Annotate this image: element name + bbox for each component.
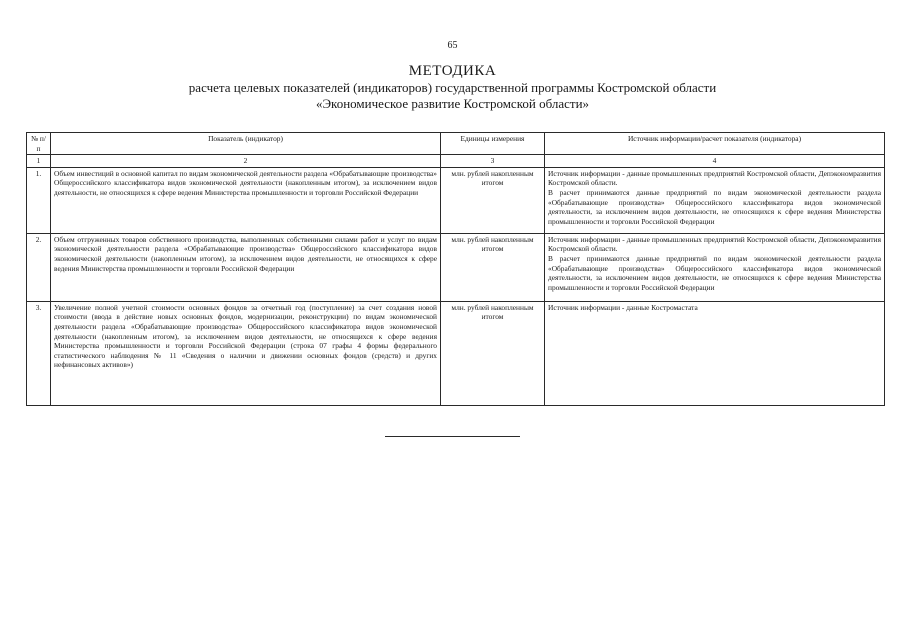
page-number: 65 — [447, 40, 458, 51]
header-row — [27, 133, 885, 155]
table-row — [27, 233, 885, 301]
column-index: 2 — [51, 155, 441, 168]
table-row — [27, 301, 885, 405]
row-source — [545, 167, 885, 233]
document-title — [0, 62, 905, 112]
row-indicator: Увеличение полной учетной стоимости основных фондов за отчетный год (поступление) за счет создания новой стоимости (ввода в действие новых основных фондов, модернизации, реконструкции) по видам экономической деятельности раздела «Обрабатывающие производства» Общероссийского классификатора видов экономической деятельности (накопленным итогом), за исключением видов деятельности, не относящихся к сфере ведения Министерства промышленности и торговли Российской Федерации (строка 07 графы 4 формы федерального статистического наблюдения № 11 «Сведения о наличии и движении основных фондов (средств) и других нефинансовых активов») — [51, 301, 441, 405]
header-source: Источник информации/расчет показателя (индикатора) — [545, 133, 885, 155]
column-index: 3 — [441, 155, 545, 168]
column-index-row — [27, 155, 885, 168]
end-divider — [385, 436, 520, 437]
title-line-3: «Экономическое развитие Костромской области» — [315, 96, 590, 111]
row-indicator: Объем отгруженных товаров собственного производства, выполненных собственными силами работ и услуг по видам экономической деятельности раздела «Обрабатывающие производства» Общероссийского классификатора видов экономической деятельности (накопленным итогом), за исключением видов деятельности, не относящихся к сфере ведения Министерства промышленности и торговли Российской Федерации — [51, 233, 441, 301]
title-line-2: расчета целевых показателей (индикаторов) государственной программы Костромской области — [188, 80, 717, 95]
source-paragraph: Источник информации - данные промышленных предприятий Костромской области, Депэкономразвития Костромской области. — [548, 168, 881, 188]
header-unit: Единицы измерения — [441, 133, 545, 155]
title-main: МЕТОДИКА — [408, 63, 497, 79]
methodology-table — [26, 132, 885, 406]
row-unit: млн. рублей накопленным итогом — [441, 233, 545, 301]
source-paragraph: В расчет принимаются данные предприятий по видам экономической деятельности раздела «Обрабатывающие производства» Общероссийского классификатора видов экономической деятельности, за исключением видов деятельности, не относящихся к сфере ведения Министерства промышленности и торговли Российской Федерации — [548, 253, 881, 292]
row-num: 1. — [27, 167, 51, 233]
row-source — [545, 233, 885, 301]
row-num: 3. — [27, 301, 51, 405]
row-unit: млн. рублей накопленным итогом — [441, 167, 545, 233]
table-row — [27, 167, 885, 233]
header-indicator: Показатель (индикатор) — [51, 133, 441, 155]
source-paragraph: В расчет принимаются данные предприятий по видам экономической деятельности раздела «Обрабатывающие производства» Общероссийского классификатора видов экономической деятельности, за исключением видов деятельности, не относящихся к сфере ведения Министерства промышленности и торговли Российской Федерации — [548, 187, 881, 226]
column-index: 1 — [27, 155, 51, 168]
column-index: 4 — [545, 155, 885, 168]
row-unit: млн. рублей накопленным итогом — [441, 301, 545, 405]
row-source — [545, 301, 885, 405]
source-paragraph: Источник информации - данные Костромастата — [548, 302, 698, 312]
source-paragraph: Источник информации - данные промышленных предприятий Костромской области, Депэкономразвития Костромской области. — [548, 234, 881, 254]
row-indicator: Объем инвестиций в основной капитал по видам экономической деятельности раздела «Обрабатывающие производства» Общероссийского классификатора видов экономической деятельности (накопленным итогом), за исключением видов деятельности, не относящихся к сфере ведения Министерства промышленности и торговли Российской Федерации — [51, 167, 441, 233]
row-num: 2. — [27, 233, 51, 301]
header-num: № п/п — [27, 133, 51, 155]
